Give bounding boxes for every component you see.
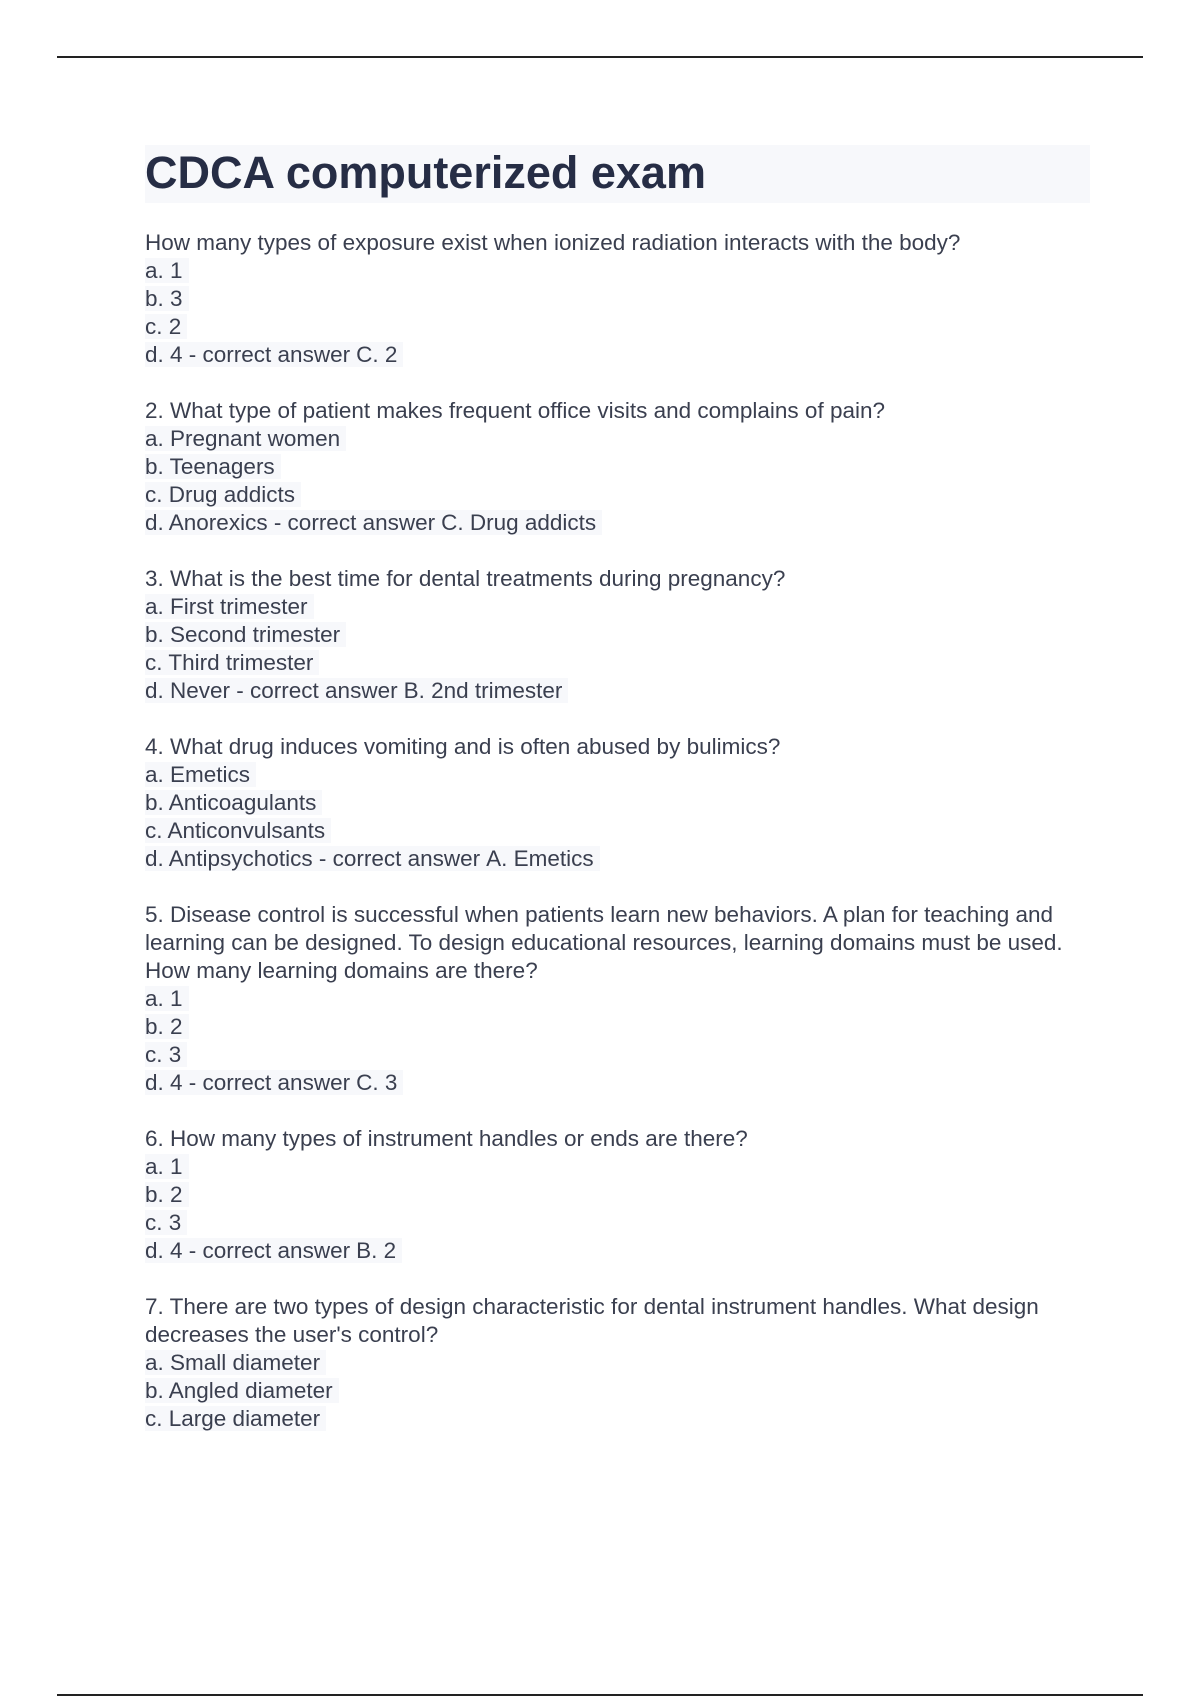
- option-c: c. Anticonvulsants: [145, 817, 1090, 845]
- option-a: a. Emetics: [145, 761, 1090, 789]
- option-d: d. 4 - correct answer: [145, 1070, 351, 1095]
- correct-answer: A. Emetics: [486, 846, 594, 871]
- option-a: a. 1: [145, 985, 1090, 1013]
- correct-answer: C. 2: [356, 342, 398, 367]
- option-a: a. 1: [145, 257, 1090, 285]
- option-d: d. 4 - correct answer: [145, 1238, 351, 1263]
- correct-answer: C. 3: [356, 1070, 398, 1095]
- question-block-7: [145, 1293, 1090, 1433]
- option-c: c. 3: [145, 1209, 1090, 1237]
- bottom-rule: [57, 1694, 1143, 1696]
- option-c: c. Large diameter: [145, 1405, 1090, 1433]
- question-text: 6. How many types of instrument handles or ends are there?: [145, 1126, 748, 1151]
- question-text: 2. What type of patient makes frequent office visits and complains of pain?: [145, 398, 885, 423]
- question-block-5: [145, 901, 1090, 1097]
- question-text: 3. What is the best time for dental treatments during pregnancy?: [145, 566, 786, 591]
- question-block-1: [145, 229, 1090, 369]
- document-body: [145, 145, 1090, 1461]
- option-a: a. First trimester: [145, 593, 1090, 621]
- option-d-with-answer: [145, 1237, 1090, 1265]
- question-list: [145, 229, 1090, 1433]
- question-text: How many types of exposure exist when ionized radiation interacts with the body?: [145, 230, 961, 255]
- correct-answer: C. Drug addicts: [441, 510, 597, 535]
- option-c: c. Third trimester: [145, 649, 1090, 677]
- option-a: a. Pregnant women: [145, 425, 1090, 453]
- option-b: b. Teenagers: [145, 453, 1090, 481]
- option-b: b. Angled diameter: [145, 1377, 1090, 1405]
- question-block-2: [145, 397, 1090, 537]
- option-d: d. Never - correct answer: [145, 678, 398, 703]
- option-b: b. 3: [145, 285, 1090, 313]
- option-c: c. 2: [145, 313, 1090, 341]
- option-b: b. 2: [145, 1013, 1090, 1041]
- option-d-with-answer: [145, 845, 1090, 873]
- correct-answer: B. 2: [356, 1238, 397, 1263]
- option-a: a. 1: [145, 1153, 1090, 1181]
- option-b: b. Second trimester: [145, 621, 1090, 649]
- document-title: CDCA computerized exam: [145, 145, 1090, 203]
- option-d-with-answer: [145, 509, 1090, 537]
- correct-answer: B. 2nd trimester: [403, 678, 563, 703]
- top-rule: [57, 56, 1143, 58]
- question-block-4: [145, 733, 1090, 873]
- question-block-6: [145, 1125, 1090, 1265]
- option-b: b. Anticoagulants: [145, 789, 1090, 817]
- option-d-with-answer: [145, 1069, 1090, 1097]
- option-b: b. 2: [145, 1181, 1090, 1209]
- option-d: d. 4 - correct answer: [145, 342, 351, 367]
- option-a: a. Small diameter: [145, 1349, 1090, 1377]
- option-c: c. 3: [145, 1041, 1090, 1069]
- option-d: d. Anorexics - correct answer: [145, 510, 436, 535]
- option-d-with-answer: [145, 677, 1090, 705]
- question-text: 5. Disease control is successful when patients learn new behaviors. A plan for teaching and learning can be designed. To design educational resources, learning domains must be used. How many learning domains are there?: [145, 902, 1063, 983]
- option-d: d. Antipsychotics - correct answer: [145, 846, 481, 871]
- question-text: 4. What drug induces vomiting and is often abused by bulimics?: [145, 734, 781, 759]
- option-c: c. Drug addicts: [145, 481, 1090, 509]
- question-block-3: [145, 565, 1090, 705]
- option-d-with-answer: [145, 341, 1090, 369]
- question-text: 7. There are two types of design characteristic for dental instrument handles. What design decreases the user's control?: [145, 1294, 1039, 1347]
